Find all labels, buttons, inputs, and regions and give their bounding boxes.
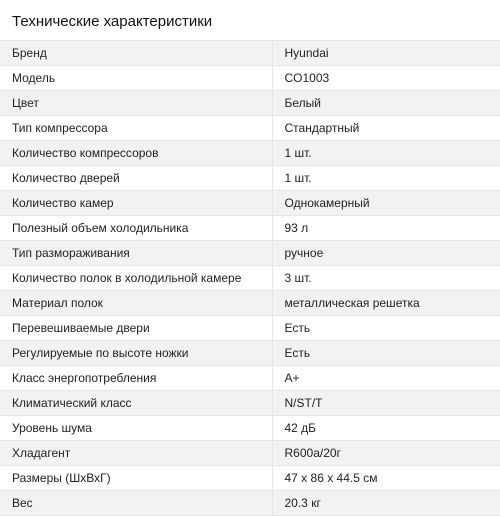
spec-row-door-count [0,166,500,191]
spec-row-shelf-material [0,291,500,316]
spec-row-defrost-type [0,241,500,266]
spec-value: 47 x 86 x 44.5 см [272,466,500,491]
spec-label: Модель [0,66,272,91]
spec-value: Белый [272,91,500,116]
spec-row-refrigerant [0,441,500,466]
spec-label: Бренд [0,41,272,66]
spec-value: 3 шт. [272,266,500,291]
spec-row-reversible-doors [0,316,500,341]
spec-label: Полезный объем холодильника [0,216,272,241]
spec-value: A+ [272,366,500,391]
spec-label: Количество дверей [0,166,272,191]
spec-label: Перевешиваемые двери [0,316,272,341]
spec-row-noise-level [0,416,500,441]
spec-row-dimensions [0,466,500,491]
spec-label: Уровень шума [0,416,272,441]
spec-row-volume [0,216,500,241]
spec-row-climate-class [0,391,500,416]
spec-label: Размеры (ШхВхГ) [0,466,272,491]
spec-value: CO1003 [272,66,500,91]
spec-row-brand [0,41,500,66]
spec-value: Однокамерный [272,191,500,216]
page-title: Технические характеристики [12,13,213,30]
spec-value: 1 шт. [272,141,500,166]
spec-row-chamber-count [0,191,500,216]
spec-label: Материал полок [0,291,272,316]
spec-value: металлическая решетка [272,291,500,316]
spec-label: Тип размораживания [0,241,272,266]
spec-value: Есть [272,316,500,341]
spec-label: Климатический класс [0,391,272,416]
spec-label: Количество камер [0,191,272,216]
spec-row-model [0,66,500,91]
spec-row-compressor-count [0,141,500,166]
spec-label: Тип компрессора [0,116,272,141]
spec-label: Цвет [0,91,272,116]
spec-row-weight [0,491,500,516]
spec-value: ручное [272,241,500,266]
spec-value: R600a/20г [272,441,500,466]
spec-label: Класс энергопотребления [0,366,272,391]
spec-label: Количество компрессоров [0,141,272,166]
spec-row-color [0,91,500,116]
spec-row-shelf-count [0,266,500,291]
spec-value: 20.3 кг [272,491,500,516]
spec-label: Количество полок в холодильной камере [0,266,272,291]
spec-value: 42 дБ [272,416,500,441]
spec-value: N/ST/T [272,391,500,416]
spec-row-compressor-type [0,116,500,141]
spec-value: 1 шт. [272,166,500,191]
spec-label: Вес [0,491,272,516]
spec-table [0,40,500,516]
spec-row-energy-class [0,366,500,391]
spec-label: Хладагент [0,441,272,466]
spec-value: Hyundai [272,41,500,66]
spec-row-adjustable-feet [0,341,500,366]
spec-value: Стандартный [272,116,500,141]
spec-value: 93 л [272,216,500,241]
spec-value: Есть [272,341,500,366]
spec-label: Регулируемые по высоте ножки [0,341,272,366]
